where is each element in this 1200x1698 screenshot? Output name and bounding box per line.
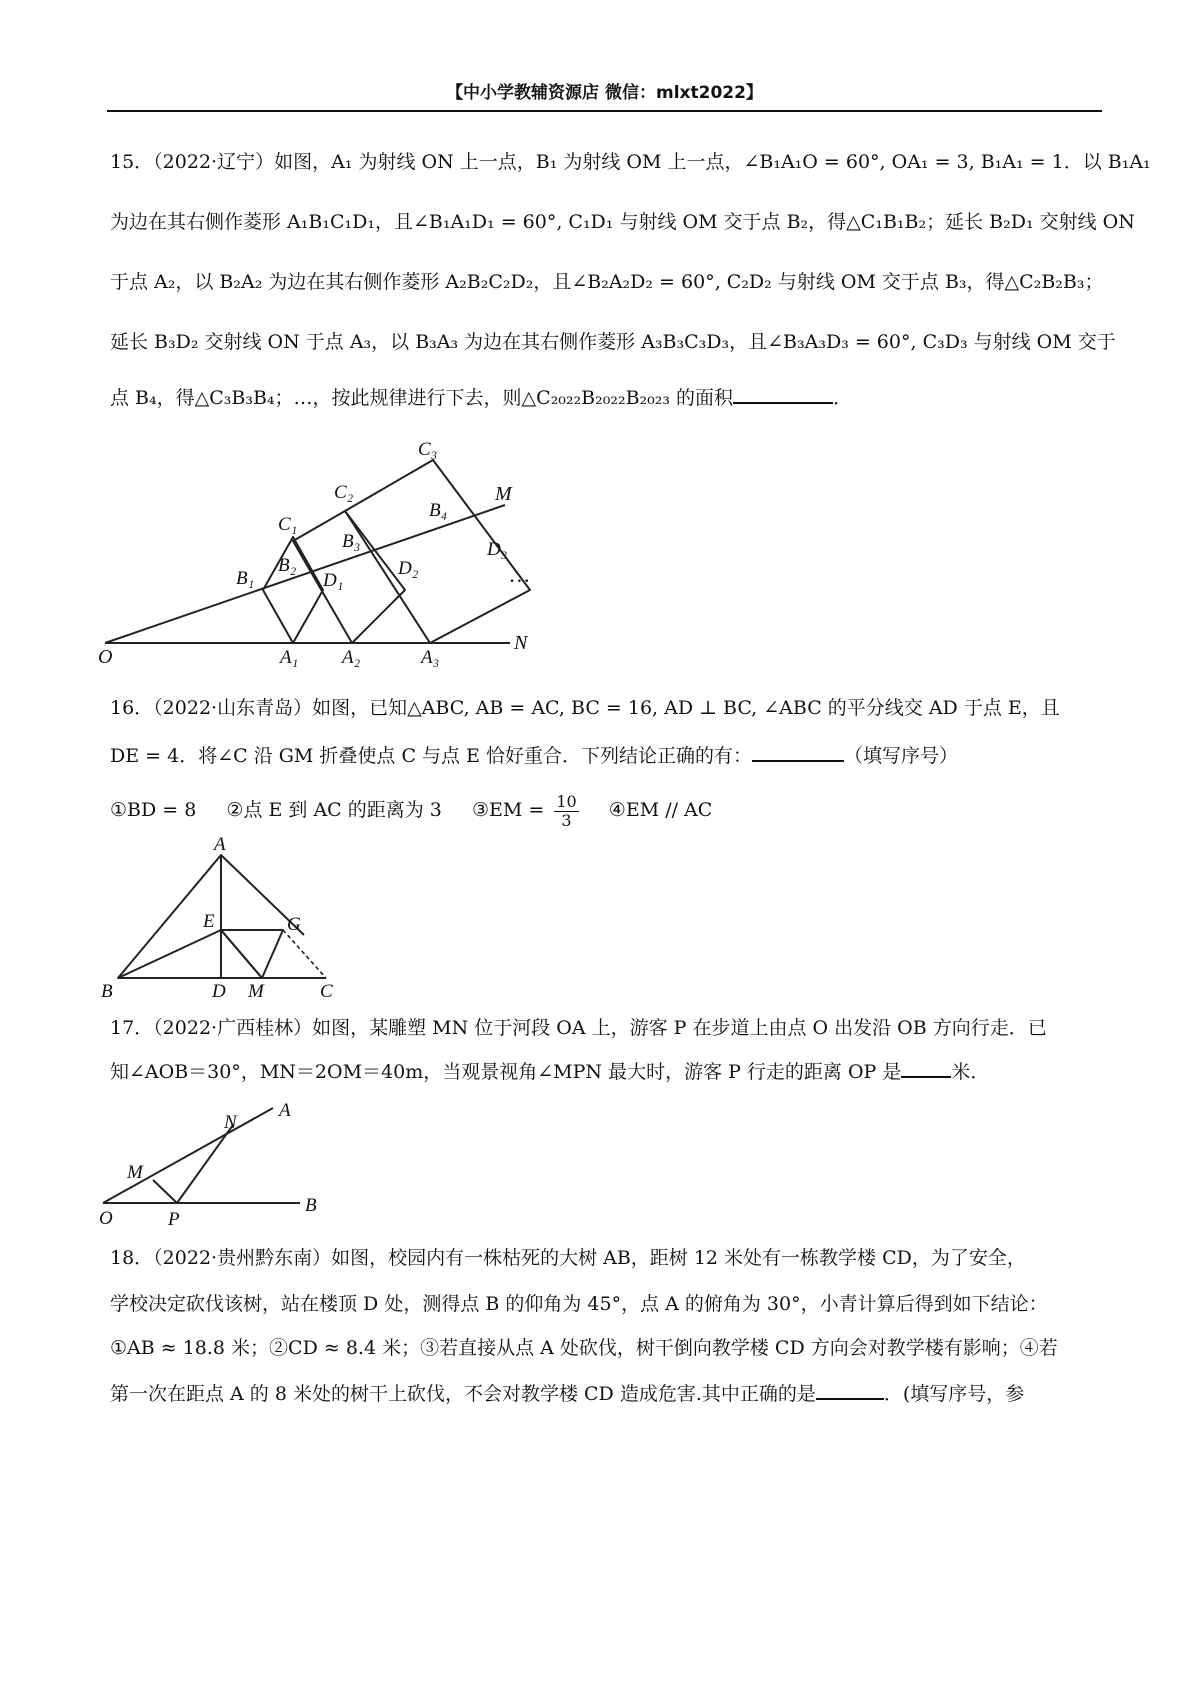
page-header: 【中小学教辅资源店 微信：mlxt2022】 [446, 83, 763, 103]
label-A3: A₃ [421, 647, 440, 668]
q17-line2 [110, 1058, 1100, 1084]
q15-answer-blank[interactable] [733, 384, 833, 404]
q17-figure [95, 1095, 335, 1230]
triangle-egm [221, 930, 283, 978]
fraction-denominator: 3 [561, 810, 572, 830]
label-O: O [98, 646, 113, 668]
q16-line2-text: DE = 4．将∠C 沿 GM 折叠使点 C 与点 E 恰好重合．下列结论正确的有： [110, 745, 752, 767]
label-B1: B₁ [236, 568, 255, 589]
label-C3: C₃ [418, 439, 438, 460]
label-N: N [514, 632, 528, 654]
label-C2: C₂ [334, 482, 354, 503]
label-B2: B₂ [278, 555, 297, 576]
q15-line3: 于点 A₂，以 B₂A₂ 为边在其右侧作菱形 A₂B₂C₂D₂，且∠B₂A₂D₂ = 60°, C₂D₂ 与射线 OM 交于点 B₃，得△C₂B₂B₃； [110, 271, 1104, 293]
q16-option-1: ①BD = 8 [110, 799, 197, 821]
q18-line2: 学校决定砍伐该树，站在楼顶 D 处，测得点 B 的仰角为 45°，点 A 的俯角为 30°，小青计算后得到如下结论： [110, 1293, 1048, 1315]
label-A: A [279, 1100, 291, 1121]
label-P: P [168, 1209, 180, 1230]
q15-line1: 15．（2022·辽宁）如图，A₁ 为射线 ON 上一点，B₁ 为射线 OM 上一点，∠B₁A₁O = 60°, OA₁ = 3, B₁A₁ = 1．以 B₁A₁ [110, 151, 1151, 173]
label-D3: D₃ [487, 539, 508, 560]
q16-line1: 16．（2022·山东青岛）如图，已知△ABC, AB = AC, BC = 16, AD ⊥ BC, ∠ABC 的平分线交 AD 于点 E，且 [110, 697, 1060, 719]
q18-line4 [110, 1380, 1100, 1406]
q18-line4-text: 第一次在距点 A 的 8 米处的树干上砍伐，不会对教学楼 CD 造成危害.其中正确的是 [110, 1383, 816, 1405]
q15-line5-text: 点 B₄，得△C₃B₃B₄；…，按此规律进行下去，则△C₂₀₂₂B₂₀₂₂B₂₀₂₃ 的面积 [110, 387, 734, 409]
q18-answer-blank[interactable] [816, 1380, 884, 1400]
label-B: B [101, 981, 113, 1002]
label-M: M [495, 483, 512, 505]
label-A1: A₁ [280, 647, 299, 668]
label-ellipsis: … [510, 562, 530, 587]
label-B4: B₄ [429, 500, 448, 521]
header-rule [107, 110, 1102, 112]
q16-options [110, 790, 1100, 830]
q15-figure [95, 430, 565, 675]
q15-line4: 延长 B₃D₂ 交射线 ON 于点 A₃，以 B₃A₃ 为边在其右侧作菱形 A₃B₃C₃D₃，且∠B₃A₃D₃ = 60°, C₃D₃ 与射线 OM 交于 [110, 331, 1116, 353]
segment-em [221, 930, 262, 978]
q16-option-2: ②点 E 到 AC 的距离为 3 [226, 799, 442, 821]
label-C: C [320, 981, 333, 1002]
q18-line4-end: ．(填写序号，参 [883, 1383, 1025, 1405]
q15-line5-end: ． [833, 387, 853, 409]
label-M: M [248, 981, 264, 1002]
q16-answer-blank[interactable] [752, 742, 844, 762]
q18-line1: 18．（2022·贵州黔东南）如图，校园内有一株枯死的大树 AB，距树 12 米处有一栋教学楼 CD，为了安全， [110, 1247, 1026, 1269]
rhombus-1 [263, 537, 323, 643]
label-B3: B₃ [342, 531, 361, 552]
label-B: B [305, 1195, 317, 1216]
q15-line2: 为边在其右侧作菱形 A₁B₁C₁D₁，且∠B₁A₁D₁ = 60°, C₁D₁ 与射线 OM 交于点 B₂，得△C₁B₁B₂；延长 B₂D₁ 交射线 ON [110, 211, 1135, 233]
q17-line2-end: 米． [951, 1061, 990, 1083]
q15-line5 [110, 384, 1100, 410]
q18-line3: ①AB ≈ 18.8 米；②CD ≈ 8.4 米；③若直接从点 A 处砍伐，树干倒向教学楼 CD 方向会对教学楼有影响；④若 [110, 1337, 1058, 1359]
label-A: A [214, 834, 226, 855]
label-D1: D₁ [323, 570, 344, 591]
segment-be [118, 930, 221, 978]
q16-line2 [110, 742, 1100, 768]
label-D2: D₂ [398, 558, 419, 579]
q17-line1: 17．（2022·广西桂林）如图，某雕塑 MN 位于河段 OA 上，游客 P 在步道上由点 O 出发沿 OB 方向行走．已 [110, 1017, 1047, 1039]
label-D: D [212, 981, 226, 1002]
fraction-numerator: 10 [556, 791, 577, 811]
q17-answer-blank[interactable] [901, 1058, 951, 1078]
label-A2: A₂ [342, 647, 361, 668]
q16-option-3 [471, 791, 585, 830]
q16-option-4: ④EM // AC [608, 799, 713, 821]
label-O: O [99, 1208, 113, 1229]
q16-option-3-prefix: ③EM = [471, 799, 545, 821]
label-G: G [287, 914, 301, 935]
q16-figure [95, 830, 355, 1005]
label-N: N [224, 1112, 237, 1133]
q17-line2-text: 知∠AOB＝30°，MN＝2OM＝40m，当观景视角∠MPN 最大时，游客 P 行走的距离 OP 是 [110, 1061, 902, 1083]
q16-line2-end: （填写序号） [843, 745, 958, 767]
label-E: E [203, 911, 215, 932]
label-C1: C₁ [278, 514, 298, 535]
fraction [554, 793, 578, 830]
label-M: M [127, 1162, 143, 1183]
dashed-gc [283, 930, 326, 978]
